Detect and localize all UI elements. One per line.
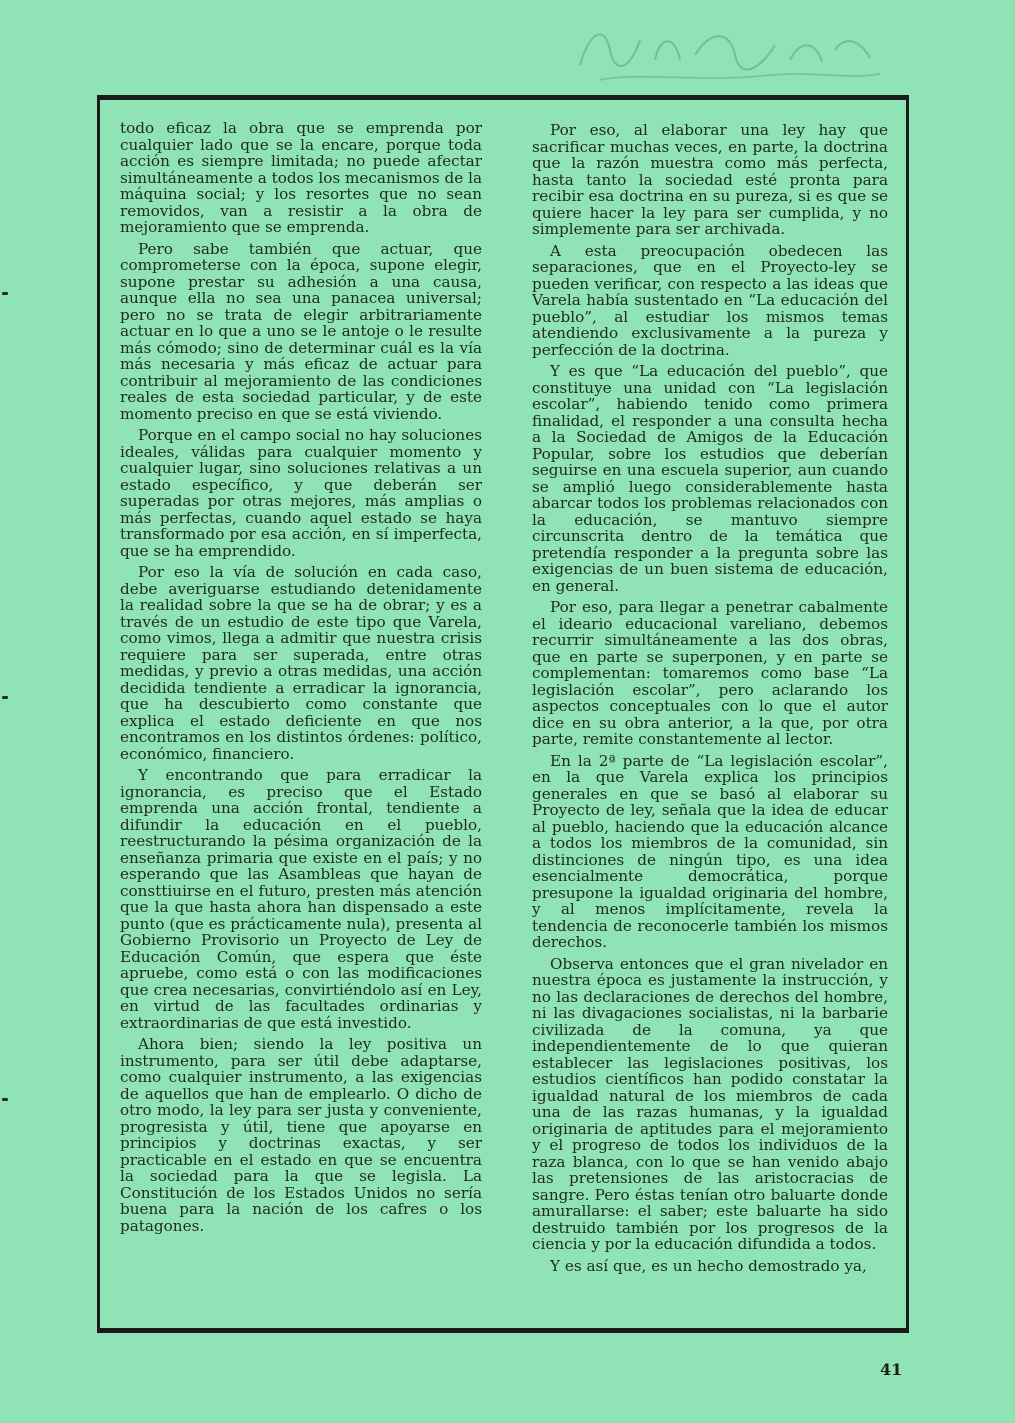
paragraph: Y es que “La educación del pueblo”, que constituye una unidad con “La legislación escolar”, habiendo tenido como primera finalidad, el responder a una consulta hecha a la Sociedad de Amigos de la Educación Popular, sobre los estudios que deberían seguirse en una escuela superior, aun cuando se amplió luego considerablemente hasta abarcar todos los problemas relacionados con la educación, se mantuvo siempre circunscrita dentro de la temática que pretendía responder a la pregunta sobre las exigencias de un buen sistema de educación, en general. [532,362,888,595]
paragraph: Por eso, al elaborar una ley hay que sacrificar muchas veces, en parte, la doctrina que la razón muestra como más perfecta, hasta tanto la sociedad esté pronta para recibir esa doctrina en su pureza, si es que se quiere hacer la ley para ser cumplida, y no simplemente para ser archivada. [532,121,888,238]
paragraph: A esta preocupación obedecen las separaciones, que en el Proyecto-ley se pueden verificar, con respecto a las ideas que Varela había sustentado en “La educación del pueblo”, al estudiar los mismos temas atendiendo exclusivamente a la pureza y perfección de la doctrina. [532,241,888,359]
paragraph: Por eso, para llegar a penetrar cabalmente el ideario educacional vareliano, debemos recurrir simultáneamente a las dos obras, que en parte se superponen, y en parte se complementan: tomaremos como base “La legislación escolar”, pero aclarando los aspectos conceptuales con lo que el autor dice en su obra anterior, a la que, por otra parte, remite constantemente al lector. [532,598,888,748]
binding-mark [2,696,8,699]
paragraph: todo eficaz la obra que se emprenda por cualquier lado que se la encare, porque toda acción es siempre limitada; no puede afectar simultáneamente a todos los mecanismos de la máquina social; y los resortes que no sean removidos, van a resistir a la obra de mejoramiento que se emprenda. [120,119,483,236]
handwritten-annotation [560,10,890,90]
frame-left-rule [97,95,100,1333]
binding-mark [2,292,8,295]
paragraph: Ahora bien; siendo la ley positiva un instrumento, para ser útil debe adaptarse, como cualquier instrumento, a las exigencias de aquellos que han de emplearlo. O dicho de otro modo, la ley para ser justa y conveniente, progresista y útil, tiene que apoyarse en principios y doctrinas exactas, y ser practicable en el estado en que se encuentra la sociedad para la que se legisla. La Constitución de los Estados Unidos no sería buena para la nación de los cafres o los patagones. [120,1035,482,1235]
paragraph: Y es así que, es un hecho demostrado ya, [550,1256,867,1275]
frame-top-rule [97,95,909,100]
frame-bottom-rule [97,1328,909,1333]
paragraph: Observa entonces que el gran nivelador en nuestra época es justamente la instrucción, y no las declaraciones de derechos del hombre, ni las divagaciones socialistas, ni la barbarie civilizada de la comuna, ya que independientemente de lo que quieran establecer las legislaciones positivas, los estudios científicos han podido constatar la igualdad natural de los miembros de cada una de las razas humanas, y la igualdad originaria de aptitudes para el mejoramiento y el progreso de todos los individuos de la raza blanca, con lo que se han venido abajo las pretensiones de las aristocracias de sangre. Pero éstas tenían otro baluarte donde amurallarse: el saber; este baluarte ha sido destruido también por los progresos de la ciencia y por la educación difundida a todos. [532,954,888,1253]
page-number: 41 [880,1360,903,1379]
left-text-column [120,120,482,1239]
right-text-column [532,122,888,1279]
binding-mark [2,1098,8,1101]
paragraph: Por eso la vía de solución en cada caso, debe averiguarse estudiando detenidamente la realidad sobre la que se ha de obrar; y es a través de un estudio de este tipo que Varela, como vimos, llega a admitir que nuestra crisis requiere para ser superada, entre otras medidas, y previo a otras medidas, una acción decidida tendiente a erradicar la ignorancia, que ha descubierto como constante que explica el estado deficiente en que nos encontramos en los distintos órdenes: político, económico, financiero. [120,563,482,763]
paragraph: Porque en el campo social no hay soluciones ideales, válidas para cualquier momento y cualquier lugar, sino soluciones relativas a un estado específico, y que deberán ser superadas por otras mejores, más amplias o más perfectas, cuando aquel estado se haya transformado por esa acción, en sí imperfecta, que se ha emprendido. [120,426,482,560]
paragraph: Pero sabe también que actuar, que comprometerse con la época, supone elegir, supone prestar su adhesión a una causa, aunque ella no sea una panacea universal; pero no se trata de elegir arbitrariamente actuar en lo que a uno se le antoje o le resulte más cómodo; sino de determinar cuál es la vía más necesaria y más eficaz de actuar para contribuir al mejoramiento de las condiciones reales de esta sociedad particular, y de este momento preciso en que se está viviendo. [120,239,482,423]
frame-right-rule [906,95,909,1333]
paragraph: Y encontrando que para erradicar la ignorancia, es preciso que el Estado emprenda una acción frontal, tendiente a difundir la educación en el pueblo, reestructurando la pésima organización de la enseñanza primaria que existe en el país; y no esperando que las Asambleas que hayan de consttiuirse en el futuro, presten más atención que la que hasta ahora han dispensado a este punto (que es prácticamente nula), presenta al Gobierno Provisorio un Proyecto de Ley de Educación Común, que espera que éste apruebe, como está o con las modificaciones que crea necesarias, convirtiéndolo así en Ley, en virtud de las facultades ordinarias y extraordinarias de que está investido. [120,766,482,1032]
paragraph: En la 2ª parte de “La legislación escolar”, en la que Varela explica los principios generales en que se basó al elaborar su Proyecto de ley, señala que la idea de educar al pueblo, haciendo que la educación alcance a todos los miembros de la comunidad, sin distinciones de ningún tipo, es una idea esencialmente democrática, porque presupone la igualdad originaria del hombre, y al menos implícitamente, revela la tendencia de reconocerle también los mismos derechos. [532,751,888,951]
